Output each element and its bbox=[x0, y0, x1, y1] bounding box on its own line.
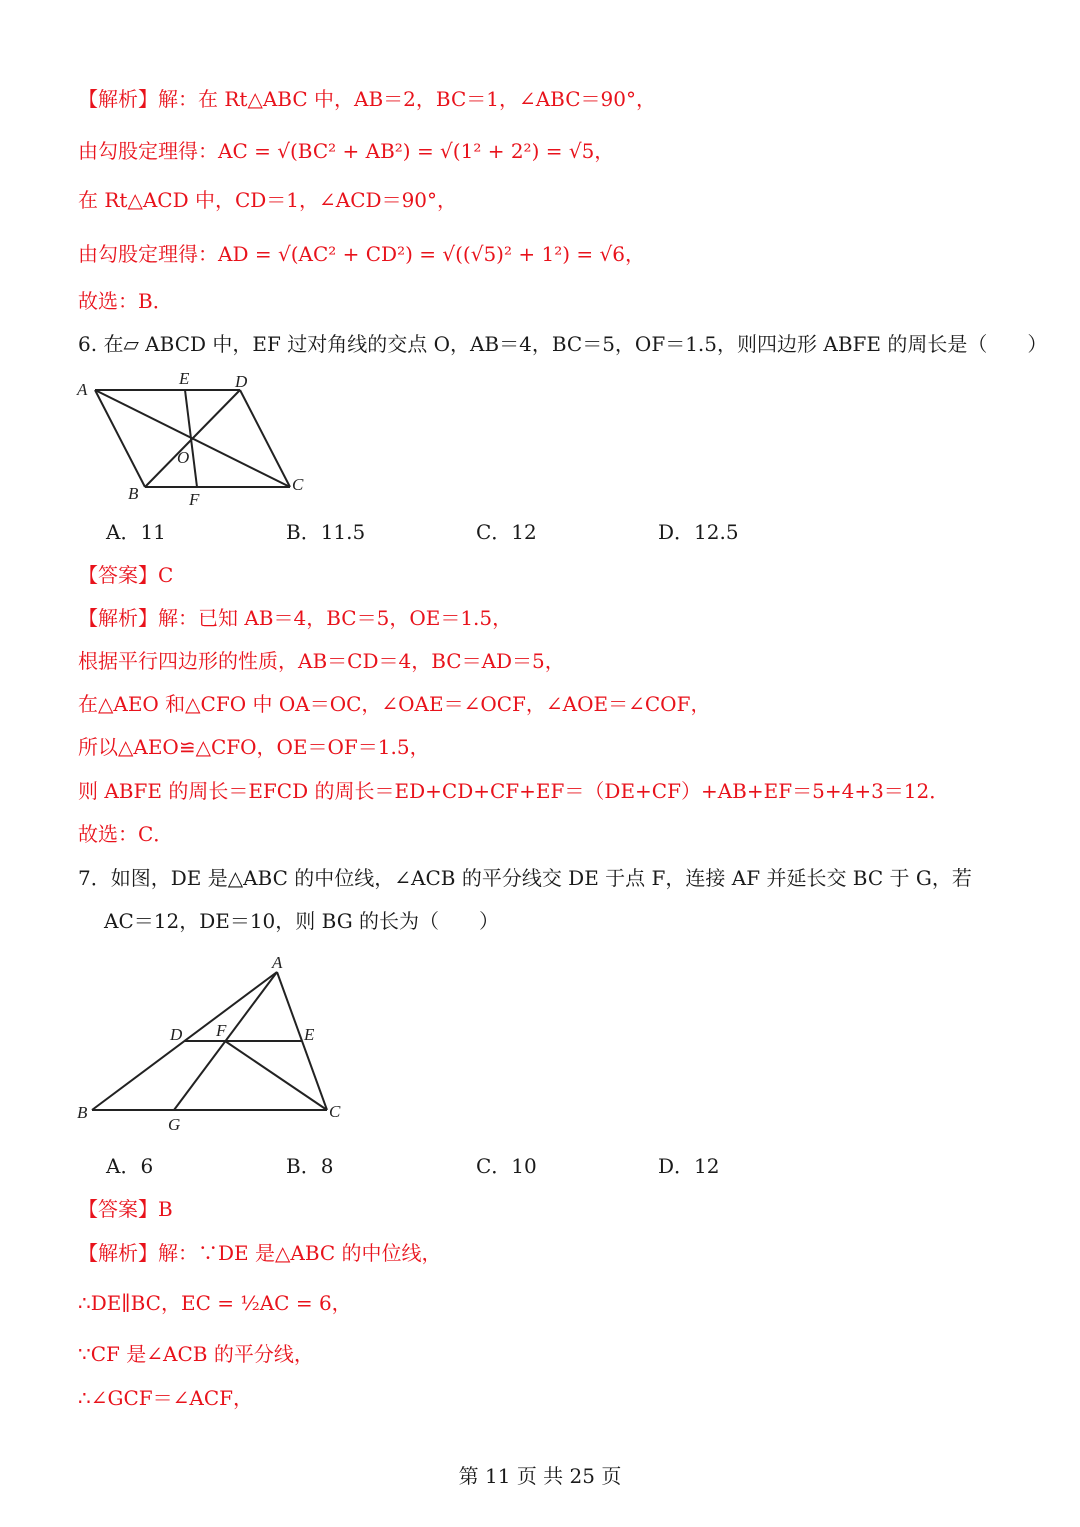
answer-line: 【答案】B bbox=[78, 1197, 173, 1221]
q6-option-c: C．12 bbox=[476, 520, 537, 544]
label-A: A bbox=[272, 953, 283, 972]
question-6-stem: 6. 在▱ ABCD 中，EF 过对角线的交点 O，AB＝4，BC＝5，OF＝1.5，则四边形 ABFE 的周长是（ ） bbox=[78, 332, 1048, 356]
q6-option-b: B．11.5 bbox=[286, 520, 366, 544]
label-B: B bbox=[128, 484, 139, 503]
analysis-line: 由勾股定理得：AD = √(AC² + CD²) = √((√5)² + 1²) = √6， bbox=[78, 242, 645, 266]
label-G: G bbox=[168, 1115, 181, 1134]
label-D: D bbox=[235, 372, 248, 391]
label-E: E bbox=[179, 369, 190, 388]
label-D: D bbox=[170, 1025, 183, 1044]
q6-option-a: A．11 bbox=[106, 520, 166, 544]
analysis-line: 所以△AEO≌△CFO，OE＝OF＝1.5， bbox=[78, 735, 430, 759]
q6-option-d: D．12.5 bbox=[658, 520, 739, 544]
analysis-line: 【解析】解：∵DE 是△ABC 的中位线， bbox=[78, 1241, 442, 1265]
analysis-line: ∴DE∥BC，EC = ½AC = 6， bbox=[78, 1291, 352, 1315]
label-C: C bbox=[329, 1102, 341, 1121]
label-C: C bbox=[292, 475, 304, 494]
analysis-line: 在△AEO 和△CFO 中 OA＝OC，∠OAE＝∠OCF，∠AOE＝∠COF， bbox=[78, 692, 711, 716]
triangle-figure bbox=[75, 950, 355, 1135]
analysis-line: 在 Rt△ACD 中，CD＝1，∠ACD＝90°， bbox=[78, 188, 458, 212]
analysis-line: 【解析】解：在 Rt△ABC 中，AB＝2，BC＝1，∠ABC＝90°， bbox=[78, 87, 656, 111]
q7-option-c: C．10 bbox=[476, 1154, 537, 1178]
label-F: F bbox=[189, 490, 200, 509]
label-A: A bbox=[77, 380, 88, 399]
parallelogram-figure bbox=[75, 365, 315, 510]
analysis-line: 则 ABFE 的周长＝EFCD 的周长＝ED+CD+CF+EF＝（DE+CF）+AB+EF＝5+4+3＝12． bbox=[78, 779, 950, 803]
analysis-line: 故选：C． bbox=[78, 822, 174, 846]
analysis-line: ∵CF 是∠ACB 的平分线， bbox=[78, 1342, 314, 1366]
analysis-line: 故选：B． bbox=[78, 289, 173, 313]
analysis-line: 根据平行四边形的性质，AB＝CD＝4，BC＝AD＝5， bbox=[78, 649, 565, 673]
analysis-line: 由勾股定理得：AC = √(BC² + AB²) = √(1² + 2²) = √5， bbox=[78, 139, 615, 163]
analysis-line: ∴∠GCF＝∠ACF， bbox=[78, 1386, 254, 1410]
question-7-stem-cont: AC＝12，DE＝10，则 BG 的长为（ ） bbox=[104, 909, 500, 933]
page-footer: 第 11 页 共 25 页 bbox=[458, 1464, 622, 1488]
answer-line: 【答案】C bbox=[78, 563, 174, 587]
label-E: E bbox=[304, 1025, 315, 1044]
label-F: F bbox=[216, 1021, 227, 1040]
analysis-line: 【解析】解：已知 AB＝4，BC＝5，OE＝1.5， bbox=[78, 606, 513, 630]
q7-option-b: B．8 bbox=[286, 1154, 334, 1178]
label-O: O bbox=[177, 448, 190, 467]
label-B: B bbox=[77, 1103, 88, 1122]
q7-option-a: A．6 bbox=[106, 1154, 154, 1178]
q7-option-d: D．12 bbox=[658, 1154, 720, 1178]
question-7-stem: 7．如图，DE 是△ABC 的中位线，∠ACB 的平分线交 DE 于点 F，连接 AF 并延长交 BC 于 G，若 bbox=[78, 866, 972, 890]
